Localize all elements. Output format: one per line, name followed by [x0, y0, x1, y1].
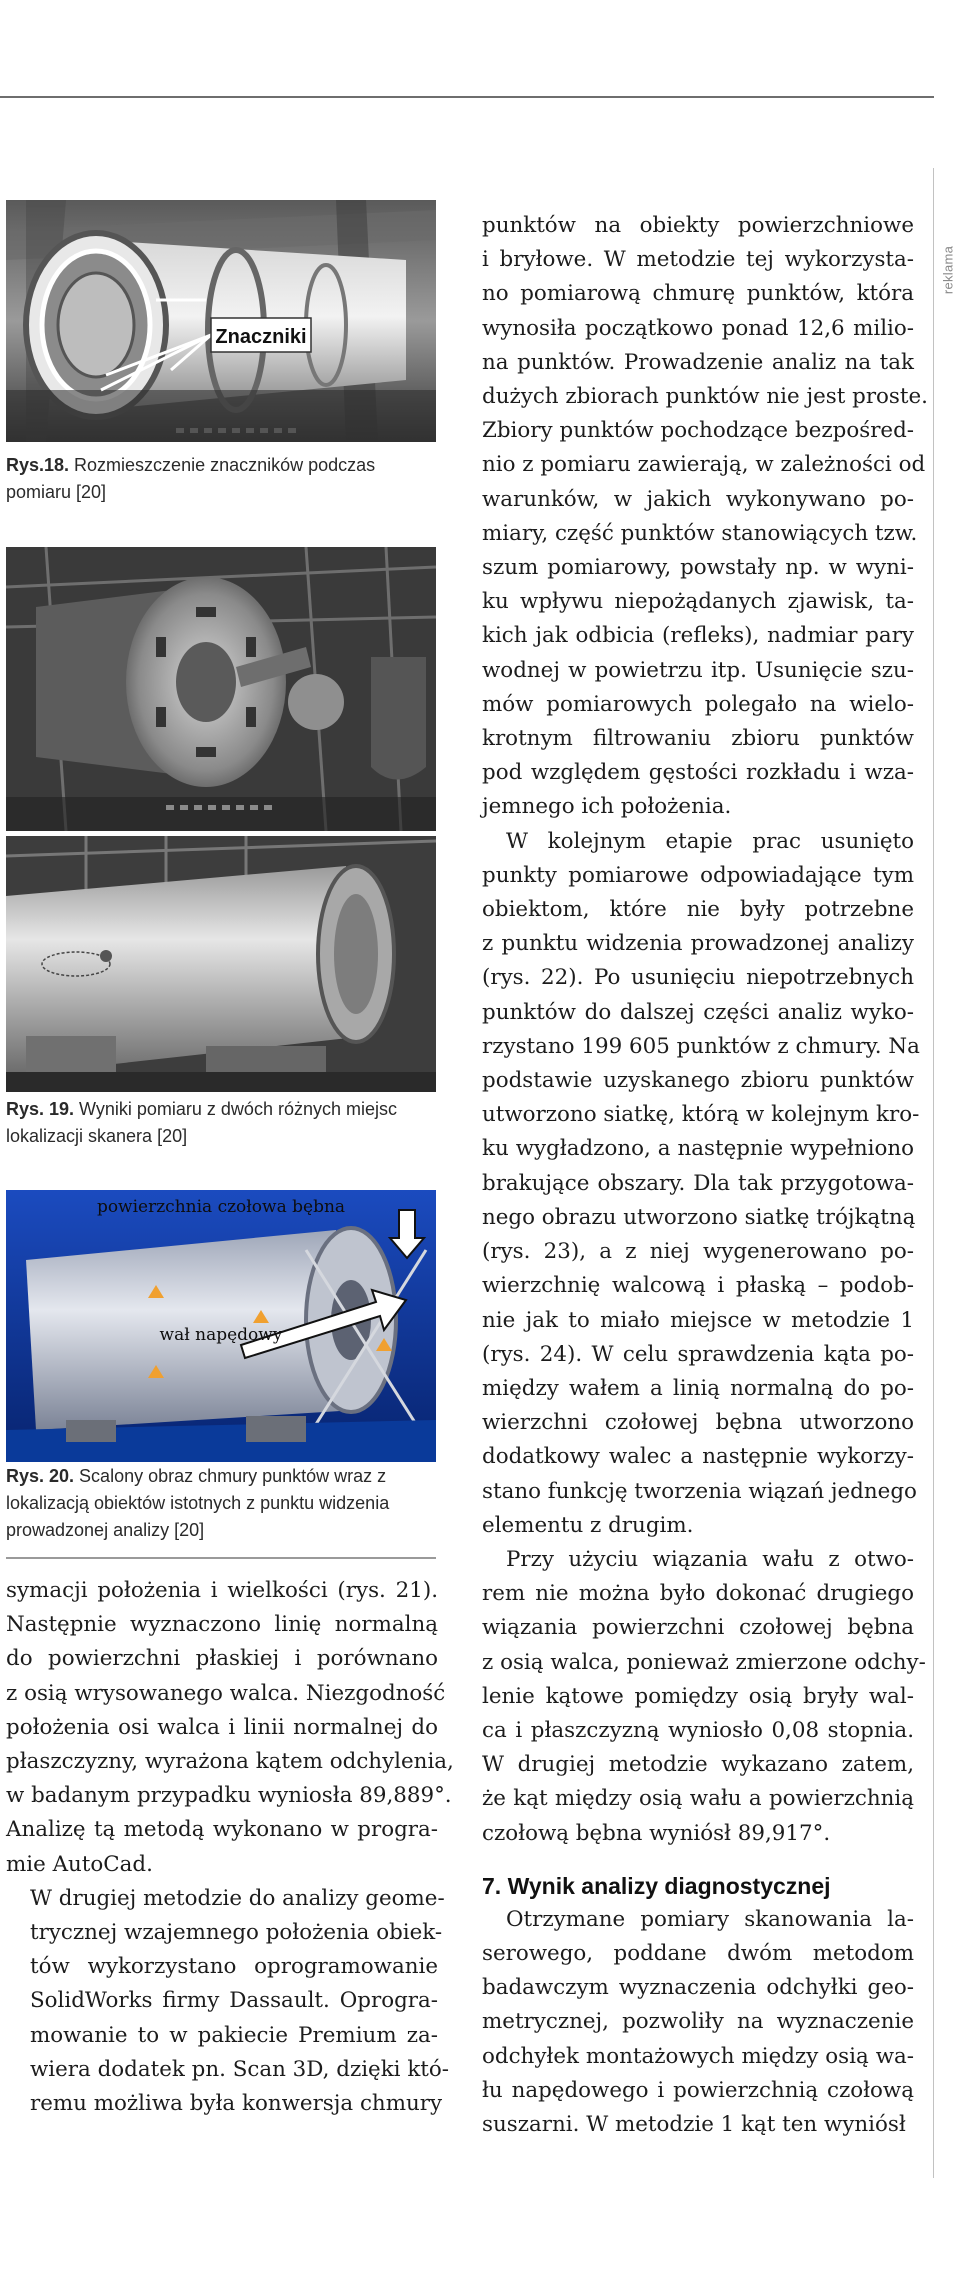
figure-18-label: Znaczniki [215, 326, 307, 348]
ad-label: reklama [940, 245, 956, 295]
figure-20-caption: Rys. 20. Scalony obraz chmury punktów wraz z lokalizacją obiektów istotnych z punktu widzenia prowadzonej analizy [20] [6, 1466, 390, 1540]
figure-19-image-bottom [6, 836, 436, 1092]
section-heading: 7. Wynik analizy diagnostycznej [482, 1872, 831, 1899]
right-paragraph-4: Otrzymane pomiary skanowania la- serowego, poddane dwóm metodom badawczym wyznaczenia odchyłki geo- metrycznej, pozwoliły na wyznaczenie odchyłek montażowych między osią wa- łu napędowego i powierzchnią czołową suszarni. W metodzie 1 kąt ten wyniósł [482, 1906, 914, 2137]
caption-divider [6, 1557, 436, 1559]
top-rule [0, 96, 934, 98]
figure-19-caption: Rys. 19. Wyniki pomiaru z dwóch różnych miejsc lokalizacji skanera [20] [6, 1099, 397, 1146]
right-paragraph-3: Przy użyciu wiązania wału z otwo- rem nie można było dokonać drugiego wiązania powierzchni czołowej bębna z osią walca, ponieważ zmierzone odchy- lenie kątowe pomiędzy osią bryły wal- ca i płaszczyzną wyniosło 0,08 stopnia. W drugiej metodzie wykazano zatem, że kąt między osią wału a powierzchnią czołową bębna wyniósł 89,917°. [482, 1546, 926, 1846]
right-column-text [482, 209, 928, 2142]
figure-20-image [6, 1190, 436, 1462]
right-paragraph-1: punktów na obiekty powierzchniowe i bryłowe. W metodzie tej wykorzysta- no pomiarową chmurę punktów, która wynosiła początkowo ponad 12,6 milio- na punktów. Prowadzenie analiz na tak dużych zbiorach punktów nie jest proste. Zbiory punktów pochodzące bezpośred- nio z pomiaru zawierają, w zależności od warunków, w jakich wykonywano po- miary, część punktów stanowiących tzw. szum pomiarowy, powstały np. w wyni- ku wpływu niepożądanych zjawisk, ta- kich jak odbicia (refleks), nadmiar pary wodnej w powietrzu itp. Usunięcie szu- mów pomiarowych polegało na wielo- krotnym filtrowaniu zbioru punktów pod względem gęstości rozkładu i wza- jemnego ich położenia. [482, 213, 928, 820]
figure-20-label-face: powierzchnia czołowa bębna [96, 1197, 346, 1217]
left-paragraph-1: symacji położenia i wielkości (rys. 21). Następnie wyznaczono linię normalną do powierzchni płaskiej i porównano z osią wrysowanego walca. Niezgodność położenia osi walca i linii normalnej do płaszczyzny, wyrażona kątem odchylenia, w badanym przypadku wyniosła 89,889°. Analizę tą metodą wykonano w progra- mie AutoCad. [6, 1578, 454, 1877]
left-column-text [6, 1574, 454, 2121]
figure-20-label-shaft: wał napędowy [159, 1325, 283, 1345]
ad-divider [933, 168, 934, 2178]
figure-19-image-top [6, 547, 436, 831]
figure-18-caption: Rys.18. Rozmieszczenie znaczników podczas pomiaru [20] [6, 455, 376, 502]
figure-18-image [6, 200, 436, 442]
right-paragraph-2: W kolejnym etapie prac usunięto punkty pomiarowe odpowiadające tym obiektom, które nie były potrzebne z punktu widzenia prowadzonej analizy (rys. 22). Po usunięciu niepotrzebnych punktów do dalszej części analiz wyko- rzystano 199 605 punktów z chmury. Na podstawie uzyskanego zbioru punktów utworzono siatkę, którą w kolejnym kro- ku wygładzono, a następnie wypełniono brakujące obszary. Dla tak przygotowa- nego obrazu utworzono siatkę trójkątną (rys. 23), a z niej wygenerowano po- wierzchnię walcową i płaską – podob- nie jak to miało miejsce w metodzie 1 (rys. 24). W celu sprawdzenia kąta po- między wałem a linią normalną do po- wierzchni czołowej bębna utworzono dodatkowy walec a następnie wykorzy- stano funkcję tworzenia wiązań jednego elementu z drugim. [482, 828, 920, 1538]
left-paragraph-2: W drugiej metodzie do analizy geome- trycznej wzajemnego położenia obiek- tów wykorzystano oprogramowanie SolidWorks firmy Dassault. Oprogra- mowanie to w pakiecie Premium za- wiera dodatek pn. Scan 3D, dzięki któ- remu możliwa była konwersja chmury [30, 1885, 449, 2117]
